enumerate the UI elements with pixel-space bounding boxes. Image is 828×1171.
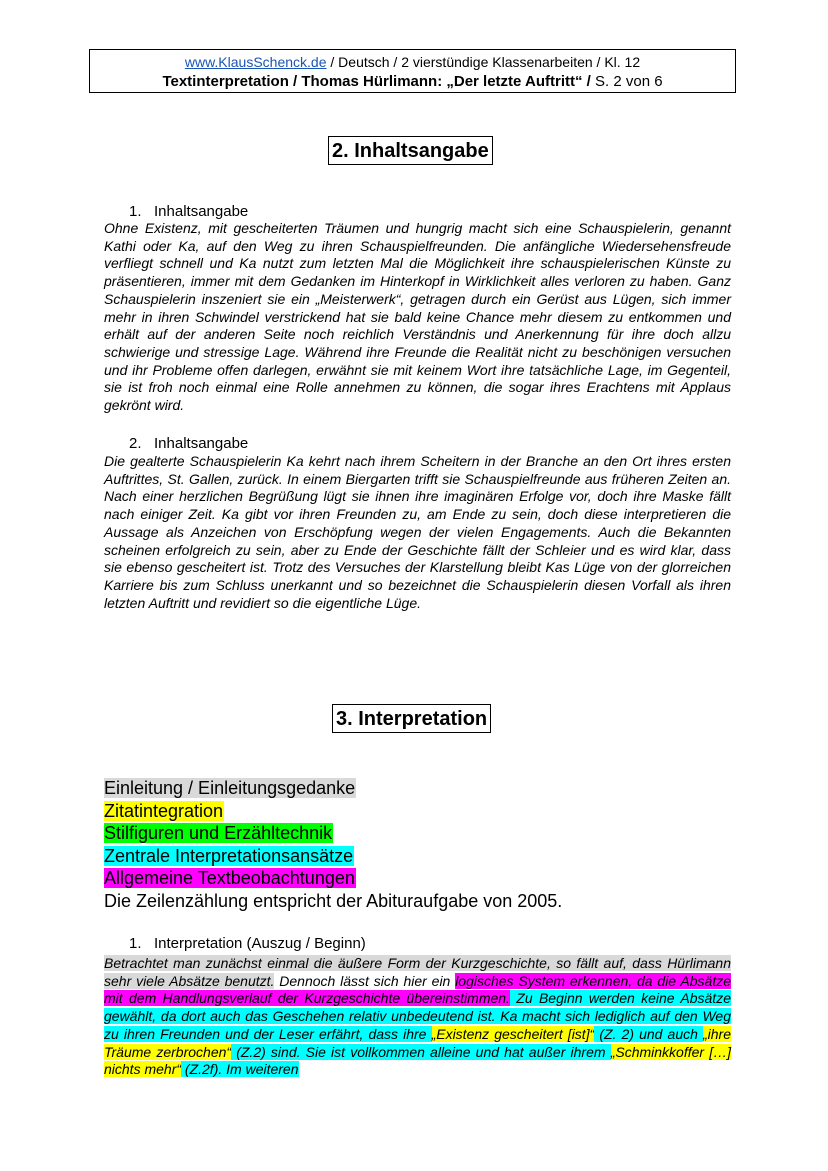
page-number: S. 2 von 6 xyxy=(590,73,663,90)
summary-2-heading xyxy=(129,435,248,452)
document-title: Textinterpretation / Thomas Hürlimann: „Der letzte Auftritt“ / xyxy=(162,73,591,90)
highlight-central: (Z.2f). Im weiteren xyxy=(181,1061,299,1078)
header-line-1 xyxy=(90,53,735,72)
summary-2-text: Die gealterte Schauspielerin Ka kehrt nach ihrem Scheitern in der Branche an den Ort ihres ersten Auftrittes, St. Gallen, zurück. In einem Biergarten trifft sie Schauspielfreunde aus früheren Zeiten an. Nach einer herzlichen Begrüßung lügt sie ihnen ihre imaginären Erfolge vor, doch ihre Maske fällt nach einiger Zeit. Ka gibt vor ihren Freunden zu, am Ende zu sein, doch diese interpretieren die Aussage als Anzeichen von Erschöpfung wegen der vielen Engagements. Auch die Bekannten scheinen erfolgreich zu sein, aber zu Ende der Geschichte fällt der Schleier und es wird klar, dass sie ebenso gescheitert ist. Trotz des Versuches der Klarstellung bleibt Kas Lüge von der glorreichen Karriere bis zum Schluss unerkannt und so bezeichnet die Schauspielerin diesen Vorfall als ihren letzten Auftritt und revidiert so die eigentliche Lüge. xyxy=(104,453,731,611)
legend-item-stylistic: Stilfiguren und Erzähltechnik xyxy=(104,823,333,843)
legend-item-quotes: Zitatintegration xyxy=(104,800,224,821)
line-numbering-note: Die Zeilenzählung entspricht der Abituraufgabe von 2005. xyxy=(104,890,563,911)
list-number: 2. xyxy=(129,435,142,452)
list-heading: Inhaltsangabe xyxy=(154,435,249,452)
website-link[interactable]: www.KlausSchenck.de xyxy=(184,54,327,70)
section-title-interpretation: 3. Interpretation xyxy=(332,704,491,733)
color-legend xyxy=(104,777,562,912)
list-heading: Interpretation (Auszug / Beginn) xyxy=(154,935,366,952)
list-number: 1. xyxy=(129,935,142,952)
highlight-quote: „Schminkkoffer […] nichts mehr“ xyxy=(104,1043,731,1078)
interpretation-heading xyxy=(129,935,366,952)
summary-1-text: Ohne Existenz, mit gescheiterten Träumen und hungrig macht sich eine Schauspielerin, genannt Kathi oder Ka, auf den Weg zu ihren Schauspielfreunden. Die anfängliche Wiedersehensfreude verfliegt schnell und Ka nutzt zum letzten Mal die Möglichkeit ihre schauspielerischen Künste zu präsentieren, immer mit dem Gedanken im Hinterkopf in Wirklichkeit alles verloren zu haben. Ganz Schauspielerin inszeniert sie ein „Meisterwerk“, getragen durch ein Gerüst aus Lügen, sich immer mehr in ihren Schwindel verstrickend hat sie bald keine Chance mehr diesem zu entkommen und erhält auf der anderen Seite noch reichlich Verständnis und Anerkennung für ihre doch allzu schwierige und stressige Lage. Während ihre Freunde die Realität nicht zu beschönigen versuchen und ihr Probleme offen darlegen, erwähnt sie mit keinem Wort ihre tatsächliche Lage, im Gegenteil, sie ist froh noch einmal eine Rolle annehmen zu können, die sogar ihres Erachtens mit Applaus gekrönt wird. xyxy=(104,220,731,414)
highlight-central: Zu Beginn werden keine Absätze gewählt, da dort auch das Geschehen relativ unbedeutend ist. Ka macht sich lediglich auf den Weg zu ihren Freunden und der Leser erfährt, dass ihre xyxy=(104,990,731,1042)
summary-1-heading xyxy=(129,203,248,220)
highlight-central: (Z. 2) und auch xyxy=(594,1025,703,1042)
list-number: 1. xyxy=(129,203,142,220)
highlight-intro: Betrachtet man zunächst einmal die äußere Form der Kurzgeschichte, so fällt auf, dass Hürlimann sehr viele Absätze benutzt. xyxy=(104,955,731,989)
header-breadcrumb: / Deutsch / 2 vierstündige Klassenarbeiten / Kl. 12 xyxy=(326,54,641,70)
legend-item-central: Zentrale Interpretationsansätze xyxy=(104,845,354,866)
text-segment: Dennoch lässt sich hier ein xyxy=(274,972,456,989)
interpretation-text xyxy=(104,955,731,1079)
header-line-2 xyxy=(90,72,735,91)
page-header xyxy=(89,49,736,93)
highlight-quote: „ihre Träume zerbrochen“ xyxy=(104,1025,731,1060)
section-title-summary: 2. Inhaltsangabe xyxy=(328,136,493,165)
highlight-central: (Z.2) sind. Sie ist vollkommen alleine und hat außer ihrem xyxy=(231,1043,611,1060)
legend-item-general: Allgemeine Textbeobachtungen xyxy=(104,868,355,888)
highlight-quote: „Existenz gescheitert [ist]“ xyxy=(431,1025,595,1042)
highlight-general: logisches System erkennen, da die Absätze mit dem Handlungsverlauf der Kurzgeschichte übereinstimmen. xyxy=(104,972,731,1007)
list-heading: Inhaltsangabe xyxy=(154,203,249,220)
legend-item-intro: Einleitung / Einleitungsgedanke xyxy=(104,778,356,798)
